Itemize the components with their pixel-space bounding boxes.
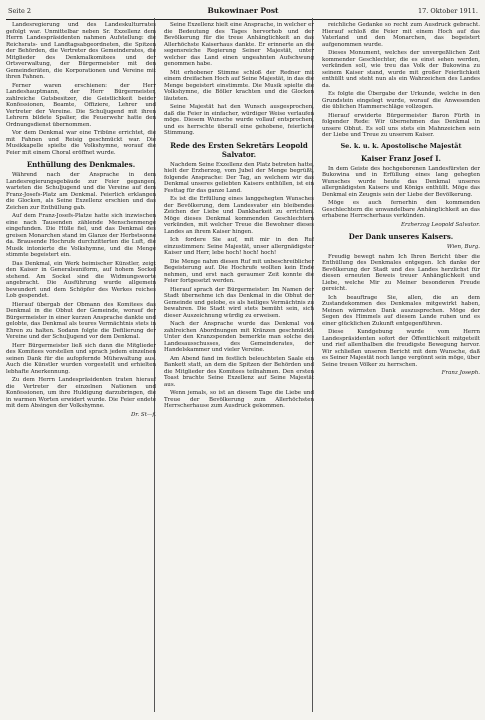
paragraph: Möge es auch fernerhin den kommenden Geschlechtern die unwandelbare Anhänglichkeit an das erhabene Herrscherhaus verkünden.	[322, 200, 480, 219]
section-heading: Se. k. u. k. Apostolische Majestät	[340, 141, 462, 150]
paragraph: Herr Bürgermeister ließ sich dann die Mitglieder des Komitees vorstellen und sprach jedem einzelnen seinen Dank für die aufopfernde Mühewaltung aus. Auch die Künstler wurden vorgestellt und erhielten lebhafte Anerkennung.	[6, 342, 156, 375]
col2-body1	[164, 22, 314, 137]
dateline: Wien, Burg.	[446, 244, 480, 250]
col1-intro	[6, 22, 156, 156]
paragraph: Vor dem Denkmal war eine Tribüne errichtet, die mit Fahnen und Reisig geschmückt war. Die Musikkapelle spielte die Volkshymne, worauf die Feier mit einem Choral eröffnet wurde.	[6, 130, 156, 156]
paragraph: Es folgte die Übergabe der Urkunde, welche in den Grundstein eingelegt wurde, worauf die Anwesenden die üblichen Hammerschläge vollzogen.	[322, 91, 480, 110]
paragraph: Wenn jemals, so ist an diesem Tage die Liebe und Treue der Bevölkerung zum Allerhöchsten Herrscherhause zum Ausdruck gekommen.	[164, 390, 314, 409]
signature: Franz Joseph.	[441, 370, 480, 376]
paragraph: Hierauf sprach der Bürgermeister: Im Namen der Stadt übernehme ich das Denkmal in die Obhut der Gemeinde und gelobe, es als heiliges Vermächtnis zu bewahren. Die Stadt wird stets bemüht sein, sich dieser Auszeichnung würdig zu erweisen.	[164, 286, 314, 319]
section-heading: Enthüllung des Denkmales.	[26, 160, 136, 169]
paragraph: Ferner waren erschienen: der Herr Landeshauptmann, der Herr Bürgermeister, zahlreiche Gutsbesitzer, die Geistlichkeit beider Konfessionen, Beamte, Offiziere, Lehrer und Vertreter der Vereine. Die Schuljugend mit ihren Lehrern bildete Spalier, die Feuerwehr hatte den Ordnungsdienst übernommen.	[6, 82, 156, 128]
col3-body2	[322, 166, 480, 220]
signature: Erzherzog Leopold Salvator.	[400, 221, 480, 228]
newspaper-title: Bukowinaer Post	[207, 6, 279, 15]
paragraph: In dem Geiste des hochgeborenen Landesfürsten der Bukowina und in Erfüllung eines lang gehegten Wunsches wurde heute das Denkmal unseres allergnädigsten Kaisers und Königs enthüllt. Möge das Denkmal ein Zeugnis sein der Liebe der Bevölkerung.	[322, 165, 480, 198]
paragraph: Ich beauftrage Sie, allen, die an dem Zustandekommen des Denkmales mitgewirkt haben, Meinen wärmsten Dank auszusprechen. Möge der Segen des Himmels auf diesem Lande ruhen und es einer glücklichen Zukunft entgegenführen.	[322, 294, 480, 327]
paragraph: Das Denkmal, ein Werk heimischer Künstler, zeigt den Kaiser in Generalsuniform, auf hohem Sockel stehend. Am Sockel sind die Widmungsworte angebracht. Die Ausführung wurde allgemein bewundert und dem Schöpfer des Werkes reiches Lob gespendet.	[6, 260, 156, 299]
paragraph: reichliche Gedanke so recht zum Ausdruck gebracht. Hierauf schloß die Feier mit einem Hoch auf das Vaterland und den Monarchen, das begeistert aufgenommen wurde.	[322, 22, 480, 48]
paragraph: Seine Majestät hat den Wunsch ausgesprochen, daß die Feier in einfacher, würdiger Weise verlaufen möge. Diesem Wunsche wurde vollauf entsprochen, und es herrschte überall eine gehobene, feierliche Stimmung.	[164, 104, 314, 136]
col2-body2	[164, 162, 314, 410]
section-heading: Kaiser Franz Josef I.	[361, 153, 441, 163]
col3-body1	[322, 22, 480, 139]
column-3	[322, 22, 480, 716]
columns	[6, 22, 480, 716]
paragraph: Seine Exzellenz hielt eine Ansprache, in welcher er die Bedeutung des Tages hervorhob und der Bevölkerung für die treue Anhänglichkeit an das Allerhöchste Kaiserhaus dankte. Er erinnerte an die segensreiche Regierung Seiner Majestät, unter welcher das Land einen ungeahnten Aufschwung genommen habe.	[164, 22, 314, 67]
column-1	[6, 22, 156, 716]
author-signature: Dr. St—f.	[131, 411, 156, 418]
issue-date: 17. Oktober 1911.	[418, 7, 478, 15]
paragraph: Landesregierung und des Landeskulturrates gefolgt war. Unmittelbar neben Sr. Exzellenz dem Herrn Landespräsidenten nahmen Aufstellung: die Reichsrats- und Landtagsabgeordneten, die Spitzen der Behörden, die Vertreter des Gemeinderates, die Mitglieder des Denkmalkomitees und der Ortsverwaltung, der Bürgermeister mit den Gemeinderäten, die Korporationen und Vereine mit ihren Fahnen.	[6, 22, 156, 80]
col3-body3	[322, 244, 480, 368]
section-heading: Der Dank unseres Kaisers.	[348, 232, 454, 241]
paragraph: Nachdem Seine Exzellenz den Platz betreten hatte, hielt der Erzherzog, vom Jubel der Menge begrüßt, folgende Ansprache: Der Tag, an welchem wir das Denkmal unseres geliebten Kaisers enthüllen, ist ein Festtag für das ganze Land.	[164, 161, 314, 194]
paragraph: Dieses Monument, welches der unvergeßlichen Zeit kommender Geschlechter, die es einst sehen werden, verkünden soll, wie treu das Volk der Bukowina zu seinem Kaiser stand, wurde mit großer Feierlichkeit enthüllt und steht nun als ein Wahrzeichen des Landes da.	[322, 50, 480, 89]
paragraph: Nach der Ansprache wurde das Denkmal von zahlreichen Abordnungen mit Kränzen geschmückt. Unter den Kranzspenden bemerkte man solche des Landesausschusses, des Gemeinderates, der Handelskammer und vieler Vereine.	[164, 321, 314, 353]
column-2	[164, 22, 314, 716]
page-header	[6, 4, 480, 18]
paragraph: Zu dem Herrn Landespräsidenten traten hierauf die Vertreter der einzelnen Nationen und Konfessionen, um ihre Huldigung darzubringen, die in warmen Worten erwidert wurde. Die Feier endete mit dem Absingen der Volkshymne.	[6, 377, 156, 409]
paragraph: Mit erhobener Stimme schloß der Redner mit einem dreifachen Hoch auf Seine Majestät, in das die Menge begeistert einstimmte. Die Musik spielte die Volkshymne, die Böller krachten und die Glocken läuteten.	[164, 69, 314, 102]
col1-body	[6, 172, 156, 410]
paragraph: Es ist die Erfüllung eines langgehegten Wunsches der Bevölkerung, dem Landesvater ein bleibendes Zeichen der Liebe und Dankbarkeit zu errichten. Möge dieses Denkmal kommenden Geschlechtern verkünden, mit welcher Treue die Bewohner dieses Landes an ihrem Kaiser hingen.	[164, 196, 314, 235]
paragraph: Am Abend fand im festlich beleuchteten Saale ein Bankett statt, an dem die Spitzen der Behörden und die Mitglieder des Komitees teilnahmen. Den ersten Toast brachte Seine Exzellenz auf Seine Majestät aus.	[164, 355, 314, 388]
paragraph: Die Menge nahm diesen Ruf mit unbeschreiblicher Begeisterung auf. Die Hochrufe wollten kein Ende nehmen, und erst nach geraumer Zeit konnte die Feier fortgesetzt werden.	[164, 258, 314, 284]
paragraph: Auf dem Franz-Josefs-Platze hatte sich inzwischen eine nach Tausenden zählende Menschenmenge eingefunden. Die Hülle fiel, und das Denkmal des greisen Monarchen stand im Glanze der Herbstsonne da. Brausende Hochrufe durchzitterten die Luft, die Musik intonierte die Volkshymne, und die Menge stimmte begeistert ein.	[6, 213, 156, 258]
header-rule	[6, 19, 480, 20]
paragraph: Diese Kundgebung wurde vom Herrn Landespräsidenten sofort der Öffentlichkeit mitgeteilt und rief allenthalben die freudigste Bewegung hervor. Wir schließen unseren Bericht mit dem Wunsche, daß es Seiner Majestät noch lange vergönnt sein möge, über Seine treuen Völker zu herrschen.	[322, 329, 480, 368]
paragraph: Hierauf übergab der Obmann des Komitees das Denkmal in die Obhut der Gemeinde, worauf der Bürgermeister in einer kurzen Ansprache dankte und gelobte, das Denkmal als teures Vermächtnis stets in Ehren zu halten. Sodann folgte die Defilierung der Vereine und der Schuljugend vor dem Denkmal.	[6, 301, 156, 340]
page-number: Seite 2	[8, 7, 32, 15]
paragraph: Freudig bewegt nahm Ich Ihren Bericht über die Enthüllung des Denkmales entgegen. Ich danke der Bevölkerung der Stadt und des Landes herzlichst für diesen erneuten Beweis treuer Anhänglichkeit und Liebe, welche Mir zu Meiner besonderen Freude gereicht.	[322, 253, 480, 292]
paragraph: Ich fordere Sie auf, mit mir in den Ruf einzustimmen: Seine Majestät, unser allergnädigster Kaiser und Herr, lebe hoch! hoch! hoch!	[164, 237, 314, 256]
paragraph: Hierauf erwiderte Bürgermeister Baron Fürth in folgender Rede: Wir übernehmen das Denkmal in unsere Obhut. Es soll uns stets ein Mahnzeichen sein der Liebe und Treue zu unserem Kaiser.	[322, 112, 480, 138]
section-heading: Rede des Ersten Sekretärs Leopold Salvator.	[170, 140, 308, 159]
paragraph: Während nach der Ansprache in dem Landesregierungsgebäude zur Feier gegangen, warteten die Schuljugend und die Vereine auf dem Franz-Josefs-Platz am Denkmal. Feierlich erklangen die Glocken, als Seine Exzellenz erschien und das Zeichen zur Enthüllung gab.	[6, 172, 156, 211]
